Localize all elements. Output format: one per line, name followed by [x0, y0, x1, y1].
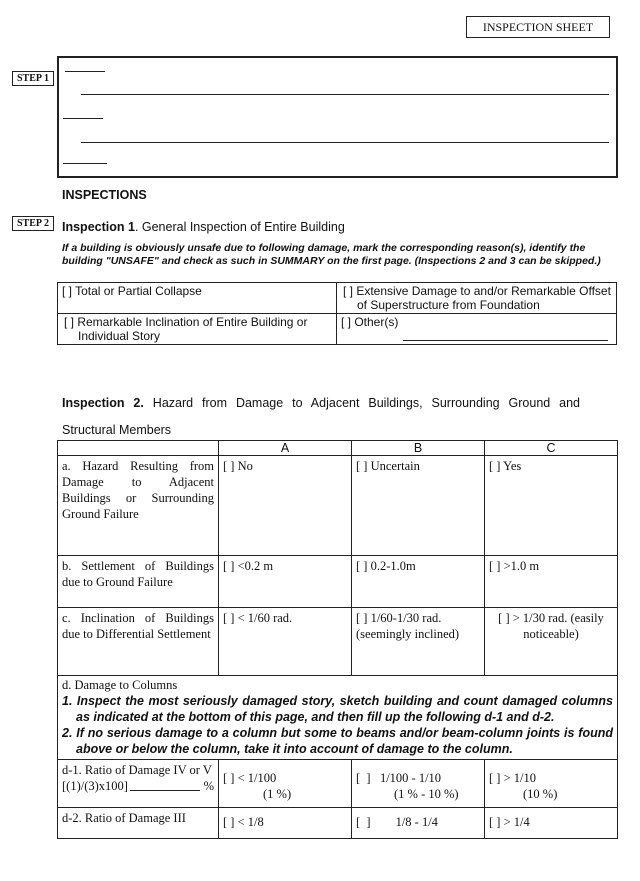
row-d2-option-c[interactable]: [ ] > 1/4	[485, 808, 618, 839]
row-d1-blank-line[interactable]	[130, 789, 200, 791]
step2-label: STEP 2	[12, 216, 54, 231]
row-a-option-b[interactable]: [ ] Uncertain	[352, 456, 485, 556]
row-d1-option-a[interactable]	[219, 760, 352, 808]
row-d1-b-line2: (1 % - 10 %)	[394, 787, 459, 801]
row-a-option-c[interactable]: [ ] Yes	[485, 456, 618, 556]
row-b-label: b. Settlement of Buildings due to Ground Failure	[58, 556, 219, 608]
row-d1-option-c[interactable]	[485, 760, 618, 808]
blank-line[interactable]	[63, 163, 107, 164]
row-d-title: d. Damage to Columns	[62, 678, 178, 692]
inspection1-item-inclination[interactable]: [ ] Remarkable Inclination of Entire Building or Individual Story	[58, 314, 337, 345]
row-c-option-c[interactable]: [ ] > 1/30 rad. (easily noticeable)	[485, 608, 618, 676]
blank-line[interactable]	[81, 94, 609, 95]
row-d1-formula: [(1)/(3)x100]	[62, 779, 128, 793]
row-d2-label: d-2. Ratio of Damage III	[58, 808, 219, 839]
inspection1-instruction: If a building is obviously unsafe due to following damage, mark the corresponding reason(s), identify the building "UNSAFE" and check as such in SUMMARY on the first page. (Inspections 2 and 3 can be skipped.)	[62, 242, 601, 267]
inspection2-table	[57, 440, 618, 839]
row-d2-option-b[interactable]: [ ] 1/8 - 1/4	[352, 808, 485, 839]
row-c-option-b[interactable]: [ ] 1/60-1/30 rad. (seemingly inclined)	[352, 608, 485, 676]
table-corner	[58, 441, 219, 456]
inspection2-title	[62, 390, 580, 444]
other-blank-line[interactable]	[403, 340, 608, 341]
column-header-b: B	[352, 441, 485, 456]
row-a-option-a[interactable]: [ ] No	[219, 456, 352, 556]
inspection1-item-other[interactable]	[337, 314, 617, 345]
inspection-sheet-title: INSPECTION SHEET	[466, 16, 610, 38]
step1-label: STEP 1	[12, 71, 54, 86]
inspection1-title-rest: . General Inspection of Entire Building	[134, 220, 345, 234]
inspection1-title-bold: Inspection 1	[62, 220, 135, 234]
row-d2-option-a[interactable]: [ ] < 1/8	[219, 808, 352, 839]
row-a-label	[58, 456, 219, 556]
row-b-option-b[interactable]: [ ] 0.2-1.0m	[352, 556, 485, 608]
row-a-text: a. Hazard Resulting from Damage to Adjacent Buildings or Surrounding Ground Failure	[62, 459, 214, 521]
row-d1-label	[58, 760, 219, 808]
row-d1-option-b[interactable]	[352, 760, 485, 808]
row-d1-a-line1: [ ] < 1/100	[223, 771, 277, 785]
row-b-option-c[interactable]: [ ] >1.0 m	[485, 556, 618, 608]
row-b-option-a[interactable]: [ ] <0.2 m	[219, 556, 352, 608]
row-d-note-1: 1. Inspect the most seriously damaged story, sketch building and count damaged columns as indicated at the bottom of this page, and then fill up the following d-1 and d-2.	[62, 694, 613, 724]
row-d1-b-line1: [ ] 1/100 - 1/10	[356, 771, 442, 785]
row-c-label: c. Inclination of Buildings due to Differential Settlement	[58, 608, 219, 676]
blank-line[interactable]	[81, 142, 609, 143]
row-d1-a-line2: (1 %)	[263, 787, 292, 801]
inspections-heading: INSPECTIONS	[62, 188, 147, 202]
step1-box	[57, 56, 618, 178]
column-header-c: C	[485, 441, 618, 456]
row-d1-c-line1: [ ] > 1/10	[489, 771, 536, 785]
row-c-option-a[interactable]: [ ] < 1/60 rad.	[219, 608, 352, 676]
inspection1-table	[57, 282, 617, 345]
row-d1-unit: %	[203, 779, 214, 793]
inspection1-item-collapse[interactable]: [ ] Total or Partial Collapse	[58, 283, 337, 314]
inspection1-item-other-label: [ ] Other(s)	[341, 315, 399, 329]
blank-line[interactable]	[65, 71, 105, 72]
inspection1-title	[62, 220, 345, 234]
row-d-damage-to-columns	[58, 676, 618, 760]
blank-line[interactable]	[63, 118, 103, 119]
inspection2-title-bold: Inspection 2.	[62, 396, 144, 410]
row-d1-label-text: d-1. Ratio of Damage IV or V	[62, 763, 212, 777]
row-d1-c-line2: (10 %)	[523, 787, 558, 801]
row-d-note-2: 2. If no serious damage to a column but some to beams and/or beam-column joints is found above or below the column, take it into account of damage to the column.	[62, 726, 613, 756]
inspection1-item-extensive-damage[interactable]: [ ] Extensive Damage to and/or Remarkable Offset of Superstructure from Foundation	[337, 283, 617, 314]
column-header-a: A	[219, 441, 352, 456]
inspection2-title-rest: Hazard from Damage to Adjacent Buildings, Surrounding Ground and Structural Members	[62, 396, 581, 437]
